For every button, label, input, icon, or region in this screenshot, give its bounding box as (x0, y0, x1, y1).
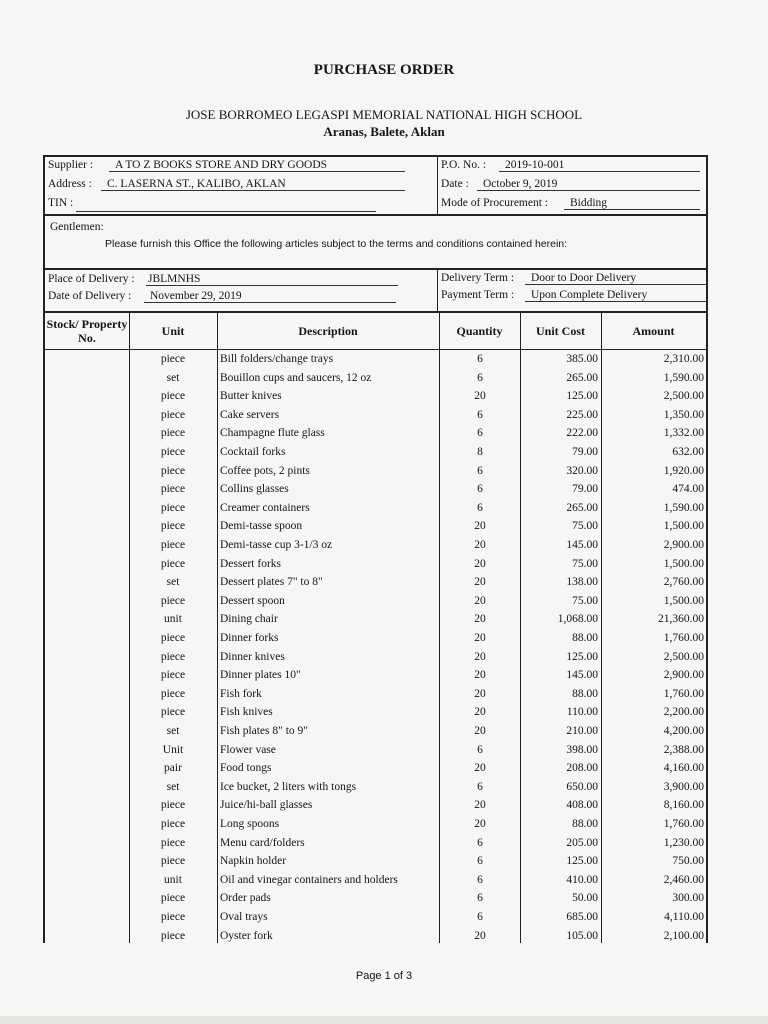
table-row (45, 834, 706, 853)
cell-unit: piece (160, 390, 186, 403)
cell-unit-cost: 88.00 (572, 687, 598, 700)
page-number: Page 1 of 3 (355, 970, 413, 982)
table-row (45, 629, 706, 648)
payment-term-label: Payment Term : (441, 289, 515, 301)
cell-amount: 1,760.00 (663, 687, 704, 700)
tin-label: TIN : (48, 197, 74, 209)
cell-unit: piece (160, 799, 186, 812)
cell-quantity: 6 (477, 483, 483, 496)
cell-unit: piece (160, 520, 186, 533)
cell-description: Dining chair (220, 613, 278, 626)
table-row (45, 462, 706, 481)
cell-quantity: 6 (477, 464, 483, 477)
date-delivery-value: November 29, 2019 (144, 290, 396, 303)
cell-unit: piece (160, 706, 186, 719)
cell-quantity: 20 (474, 557, 486, 570)
cell-amount: 2,760.00 (663, 576, 704, 589)
table-row (45, 685, 706, 704)
supplier-value: A TO Z BOOKS STORE AND DRY GOODS (109, 159, 405, 172)
cell-unit-cost: 50.00 (572, 892, 598, 905)
cell-unit: piece (160, 687, 186, 700)
salutation: Gentlemen: (50, 221, 104, 233)
cell-quantity: 20 (474, 520, 486, 533)
cell-unit-cost: 75.00 (572, 594, 598, 607)
cell-description: Food tongs (220, 762, 272, 775)
instruction-box (43, 214, 708, 268)
table-row (45, 443, 706, 462)
tin-field (48, 197, 73, 209)
cell-unit: set (166, 576, 180, 589)
cell-unit-cost: 88.00 (572, 632, 598, 644)
cell-unit: unit (164, 613, 182, 626)
delivery-term-field (441, 272, 637, 284)
cell-quantity: 20 (474, 762, 486, 775)
cell-unit: piece (160, 483, 186, 496)
cell-unit-cost: 125.00 (566, 855, 598, 868)
cell-quantity: 6 (477, 836, 483, 849)
date-field (441, 178, 558, 190)
cell-amount: 474.00 (672, 483, 704, 496)
cell-description: Creamer containers (220, 501, 310, 514)
cell-amount: 4,160.00 (663, 762, 704, 775)
cell-amount: 2,500.00 (663, 390, 704, 403)
cell-quantity: 20 (474, 632, 486, 644)
cell-quantity: 6 (477, 892, 483, 905)
header-description: Description (298, 324, 358, 338)
cell-description: Coffee pots, 2 pints (220, 464, 310, 477)
cell-quantity: 20 (474, 725, 486, 737)
cell-quantity: 6 (477, 743, 483, 756)
table-row (45, 369, 706, 388)
table-row (45, 424, 706, 443)
table-row (45, 666, 706, 685)
cell-description: Fish fork (220, 687, 262, 700)
school-name: JOSE BORROMEO LEGASPI MEMORIAL NATIONAL HIGH SCHOOL (185, 107, 583, 122)
table-row (45, 759, 706, 778)
cell-amount: 8,160.00 (663, 799, 704, 812)
cell-quantity: 20 (474, 650, 486, 663)
cell-description: Dessert spoon (220, 594, 285, 607)
table-row (45, 610, 706, 629)
table-row (45, 778, 706, 797)
supplier-label: Supplier : (48, 159, 94, 171)
cell-unit-cost: 320.00 (566, 464, 598, 477)
cell-description: Juice/hi-ball glasses (220, 799, 313, 812)
supplier-info-box (43, 155, 708, 214)
cell-amount: 1,920.00 (663, 464, 704, 477)
cell-description: Menu card/folders (220, 836, 305, 849)
cell-amount: 2,310.00 (663, 353, 704, 365)
cell-quantity: 6 (477, 501, 483, 514)
cell-description: Fish knives (220, 706, 273, 719)
cell-unit-cost: 110.00 (566, 706, 598, 719)
cell-quantity: 20 (474, 613, 486, 626)
cell-amount: 2,500.00 (663, 650, 704, 663)
cell-unit: piece (160, 427, 186, 440)
cell-amount: 2,900.00 (663, 539, 704, 551)
supplier-field (48, 159, 328, 171)
table-row (45, 536, 706, 555)
cell-unit-cost: 650.00 (566, 780, 598, 793)
procurement-value: Bidding (564, 197, 700, 210)
cell-amount: 1,500.00 (663, 594, 704, 607)
cell-unit-cost: 88.00 (572, 818, 598, 830)
cell-unit-cost: 385.00 (566, 353, 598, 365)
cell-quantity: 20 (474, 669, 486, 682)
header-unit-cost: Unit Cost (535, 324, 585, 338)
tin-value (76, 197, 376, 212)
procurement-label: Mode of Procurement : (441, 197, 548, 209)
cell-unit: set (166, 371, 180, 384)
place-delivery-value: JBLMNHS (146, 273, 398, 286)
cell-description: Long spoons (220, 818, 280, 830)
school-location: Aranas, Balete, Aklan (323, 124, 445, 139)
cell-amount: 3,900.00 (663, 780, 704, 793)
cell-amount: 21,360.00 (658, 613, 704, 626)
table-row (45, 573, 706, 592)
cell-amount: 1,760.00 (663, 632, 704, 644)
place-delivery-label: Place of Delivery : (48, 273, 135, 285)
cell-description: Oval trays (220, 911, 268, 923)
cell-amount: 2,900.00 (663, 669, 704, 682)
cell-unit: piece (160, 464, 186, 477)
cell-description: Flower vase (220, 743, 276, 756)
table-row (45, 815, 706, 834)
cell-unit-cost: 145.00 (566, 539, 598, 551)
scan-edge (0, 1016, 768, 1024)
cell-description: Demi-tasse spoon (220, 520, 303, 533)
cell-description: Butter knives (220, 390, 282, 403)
cell-unit-cost: 398.00 (566, 743, 598, 756)
cell-unit-cost: 125.00 (566, 650, 598, 663)
cell-amount: 2,200.00 (663, 706, 704, 719)
table-row (45, 517, 706, 536)
cell-unit-cost: 265.00 (566, 501, 598, 514)
date-label: Date : (441, 178, 469, 190)
header-stock: Stock/ Property No. (46, 317, 128, 345)
cell-quantity: 20 (474, 594, 486, 607)
cell-description: Fish plates 8" to 9" (220, 725, 308, 737)
cell-quantity: 20 (474, 929, 486, 942)
cell-unit-cost: 222.00 (566, 427, 598, 440)
table-row (45, 480, 706, 499)
cell-description: Champagne flute glass (220, 427, 325, 440)
delivery-term-value: Door to Door Delivery (525, 272, 707, 285)
document-title: PURCHASE ORDER (313, 62, 455, 78)
cell-amount: 1,332.00 (663, 427, 704, 440)
table-row (45, 703, 706, 722)
cell-unit: piece (160, 929, 186, 942)
cell-quantity: 20 (474, 576, 486, 589)
cell-unit-cost: 410.00 (566, 873, 598, 886)
table-row (45, 499, 706, 518)
cell-description: Cocktail forks (220, 446, 286, 458)
table-row (45, 741, 706, 760)
header-divider (437, 157, 438, 214)
cell-description: Napkin holder (220, 855, 287, 868)
cell-amount: 1,590.00 (663, 501, 704, 514)
cell-description: Dinner plates 10" (220, 669, 301, 682)
cell-amount: 1,230.00 (663, 836, 704, 849)
header-unit: Unit (161, 324, 185, 338)
cell-unit-cost: 105.00 (566, 929, 598, 942)
header-quantity: Quantity (456, 324, 503, 338)
cell-unit: piece (160, 353, 186, 365)
cell-quantity: 6 (477, 427, 483, 440)
delivery-info-box (43, 268, 708, 311)
instruction-text: Please furnish this Office the following articles subject to the terms and conditions contained herein: (105, 238, 568, 250)
date-value: October 9, 2019 (477, 178, 700, 191)
cell-quantity: 6 (477, 873, 483, 886)
cell-description: Dinner forks (220, 632, 279, 644)
cell-unit: piece (160, 446, 186, 458)
cell-unit-cost: 145.00 (566, 669, 598, 682)
table-row (45, 592, 706, 611)
cell-description: Oyster fork (220, 929, 273, 942)
cell-unit: piece (160, 836, 186, 849)
cell-unit-cost: 1,068.00 (557, 613, 598, 626)
address-label: Address : (48, 178, 92, 190)
cell-description: Dessert forks (220, 557, 281, 570)
address-field (48, 178, 286, 190)
cell-description: Oil and vinegar containers and holders (220, 873, 398, 886)
cell-amount: 1,590.00 (663, 371, 704, 384)
po-no-field (441, 159, 565, 171)
payment-term-value: Upon Complete Delivery (525, 289, 707, 302)
cell-amount: 4,200.00 (663, 725, 704, 737)
po-no-label: P.O. No. : (441, 159, 487, 171)
cell-unit: piece (160, 501, 186, 514)
cell-unit: piece (160, 594, 186, 607)
cell-description: Order pads (220, 892, 271, 905)
po-no-value: 2019-10-001 (499, 159, 700, 172)
cell-unit: unit (164, 873, 182, 886)
cell-quantity: 6 (477, 353, 483, 365)
cell-quantity: 20 (474, 706, 486, 719)
cell-quantity: 20 (474, 539, 486, 551)
cell-unit: set (166, 780, 180, 793)
cell-unit-cost: 79.00 (572, 446, 598, 458)
cell-amount: 750.00 (672, 855, 704, 868)
cell-quantity: 20 (474, 390, 486, 403)
cell-amount: 300.00 (672, 892, 704, 905)
table-row (45, 648, 706, 667)
table-row (45, 350, 706, 369)
cell-unit: piece (160, 818, 186, 830)
table-row (45, 796, 706, 815)
cell-amount: 2,100.00 (663, 929, 704, 942)
table-row (45, 387, 706, 406)
table-row (45, 927, 706, 946)
cell-amount: 1,760.00 (663, 818, 704, 830)
cell-description: Dessert plates 7" to 8" (220, 576, 323, 589)
cell-amount: 2,460.00 (663, 873, 704, 886)
cell-unit: piece (160, 892, 186, 905)
cell-amount: 1,500.00 (663, 557, 704, 570)
table-row (45, 722, 706, 741)
cell-description: Cake servers (220, 408, 280, 421)
procurement-field (441, 197, 608, 209)
cell-amount: 2,388.00 (663, 743, 704, 756)
cell-unit-cost: 205.00 (566, 836, 598, 849)
delivery-term-label: Delivery Term : (441, 272, 515, 284)
cell-quantity: 6 (477, 371, 483, 384)
table-row (45, 555, 706, 574)
cell-description: Collins glasses (220, 483, 289, 496)
payment-term-field (441, 289, 648, 301)
cell-description: Dinner knives (220, 650, 285, 663)
table-row (45, 908, 706, 927)
cell-description: Bouillon cups and saucers, 12 oz (220, 371, 372, 384)
cell-unit: piece (160, 669, 186, 682)
cell-description: Ice bucket, 2 liters with tongs (220, 780, 357, 793)
cell-quantity: 20 (474, 687, 486, 700)
delivery-divider (437, 270, 438, 311)
cell-unit-cost: 125.00 (566, 390, 598, 403)
cell-amount: 632.00 (672, 446, 704, 458)
cell-unit-cost: 408.00 (566, 799, 598, 812)
cell-quantity: 6 (477, 780, 483, 793)
date-delivery-label: Date of Delivery : (48, 290, 132, 302)
cell-unit-cost: 79.00 (572, 483, 598, 496)
items-table (43, 311, 708, 943)
cell-quantity: 20 (474, 818, 486, 830)
cell-amount: 1,350.00 (663, 408, 704, 421)
cell-unit-cost: 265.00 (566, 371, 598, 384)
cell-unit: piece (160, 650, 186, 663)
header-amount: Amount (632, 324, 675, 338)
table-row (45, 406, 706, 425)
cell-unit: Unit (162, 743, 184, 756)
address-value: C. LASERNA ST., KALIBO, AKLAN (101, 178, 405, 191)
cell-unit-cost: 685.00 (566, 911, 598, 923)
cell-quantity: 6 (477, 911, 483, 923)
cell-unit-cost: 225.00 (566, 408, 598, 421)
cell-quantity: 20 (474, 799, 486, 812)
cell-unit: piece (160, 855, 186, 868)
cell-description: Bill folders/change trays (220, 353, 334, 365)
cell-unit-cost: 208.00 (566, 762, 598, 775)
cell-unit: piece (160, 539, 186, 551)
cell-unit: piece (160, 632, 186, 644)
cell-unit: pair (164, 762, 182, 775)
cell-unit-cost: 75.00 (572, 520, 598, 533)
cell-description: Demi-tasse cup 3-1/3 oz (220, 539, 333, 551)
cell-unit-cost: 138.00 (566, 576, 598, 589)
cell-amount: 1,500.00 (663, 520, 704, 533)
cell-unit-cost: 210.00 (566, 725, 598, 737)
place-delivery-field (48, 273, 201, 285)
table-row (45, 871, 706, 890)
cell-quantity: 6 (477, 855, 483, 868)
cell-unit-cost: 75.00 (572, 557, 598, 570)
cell-quantity: 6 (477, 408, 483, 421)
table-row (45, 889, 706, 908)
table-row (45, 852, 706, 871)
cell-unit: set (166, 725, 180, 737)
cell-unit: piece (160, 408, 186, 421)
cell-amount: 4,110.00 (664, 911, 704, 923)
cell-quantity: 8 (477, 446, 483, 458)
date-delivery-field (48, 290, 242, 302)
cell-unit: piece (160, 557, 186, 570)
cell-unit: piece (160, 911, 186, 923)
